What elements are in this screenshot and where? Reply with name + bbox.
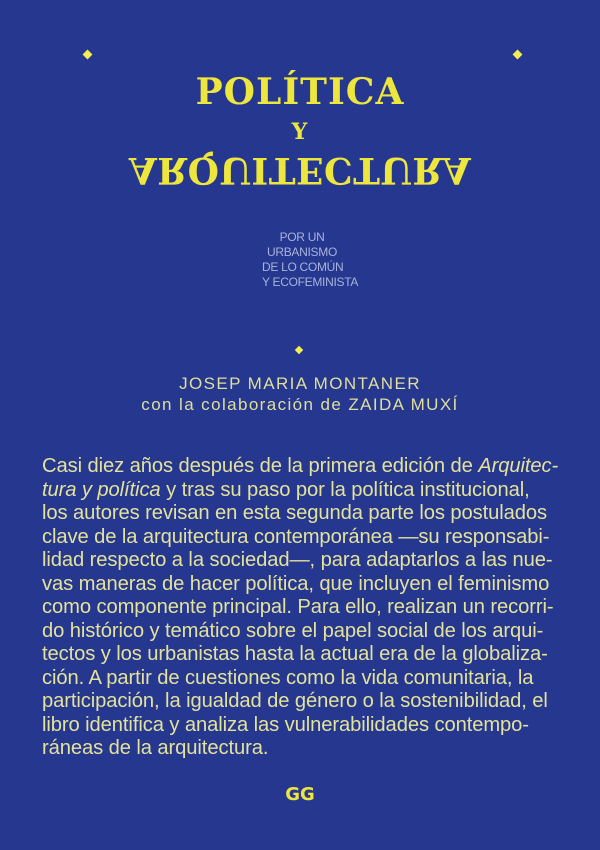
blurb-line: libro identifica y analiza las vulnerabilidades contempo- [42,713,529,736]
blurb-line: tura y política y tras su paso por la política institucional, [42,478,530,501]
blurb-line: clave de la arquitectura contemporánea —su responsabi- [42,525,550,548]
publisher-logo: GG [285,784,315,805]
title-line-politica: POLÍTICA [195,71,405,113]
author-main: JOSEP MARIA MONTANER [179,374,421,393]
back-cover-blurb [42,455,562,761]
subtitle-line: URBANISMO [267,245,337,259]
subtitle-line: POR UN [279,230,325,244]
subtitle-line: Y ECOFEMINISTA [262,275,359,289]
blurb-line: vas maneras de hacer política, que incluyen el feminismo [42,572,550,595]
diamond-icon [295,346,303,354]
blurb-line: ción. A partir de cuestiones como la vida comunitaria, la [42,666,534,689]
title-line-y: Y [291,119,309,145]
authors [0,373,600,415]
blurb-line: ráneas de la arquitectura. [42,737,269,759]
title-line-arquitectura-flipped: ARQUITECTURA [128,149,472,191]
author-collaboration: con la colaboración de ZAIDA MUXÍ [141,395,459,414]
diamond-icon [513,50,523,60]
blurb-line: participación, la igualdad de género o la sostenibilidad, el [42,690,548,712]
blurb-line: los autores revisan en esta segunda parte los postulados [42,502,548,524]
subtitle-line: DE LO COMÚN [262,260,344,274]
blurb-line: do histórico y temático sobre el papel social de los arqui- [42,619,544,642]
diamond-icon [83,50,93,60]
blurb-line: como componente principal. Para ello, realizan un recorri- [42,596,554,618]
blurb-line: tectos y los urbanistas hasta la actual era de la globaliza- [42,643,548,665]
blurb-line: Casi diez años después de la primera edición de Arquitec- [42,455,559,477]
subtitle [262,230,359,290]
blurb-line: lidad respecto a la sociedad—, para adaptarlos a las nue- [42,549,553,571]
